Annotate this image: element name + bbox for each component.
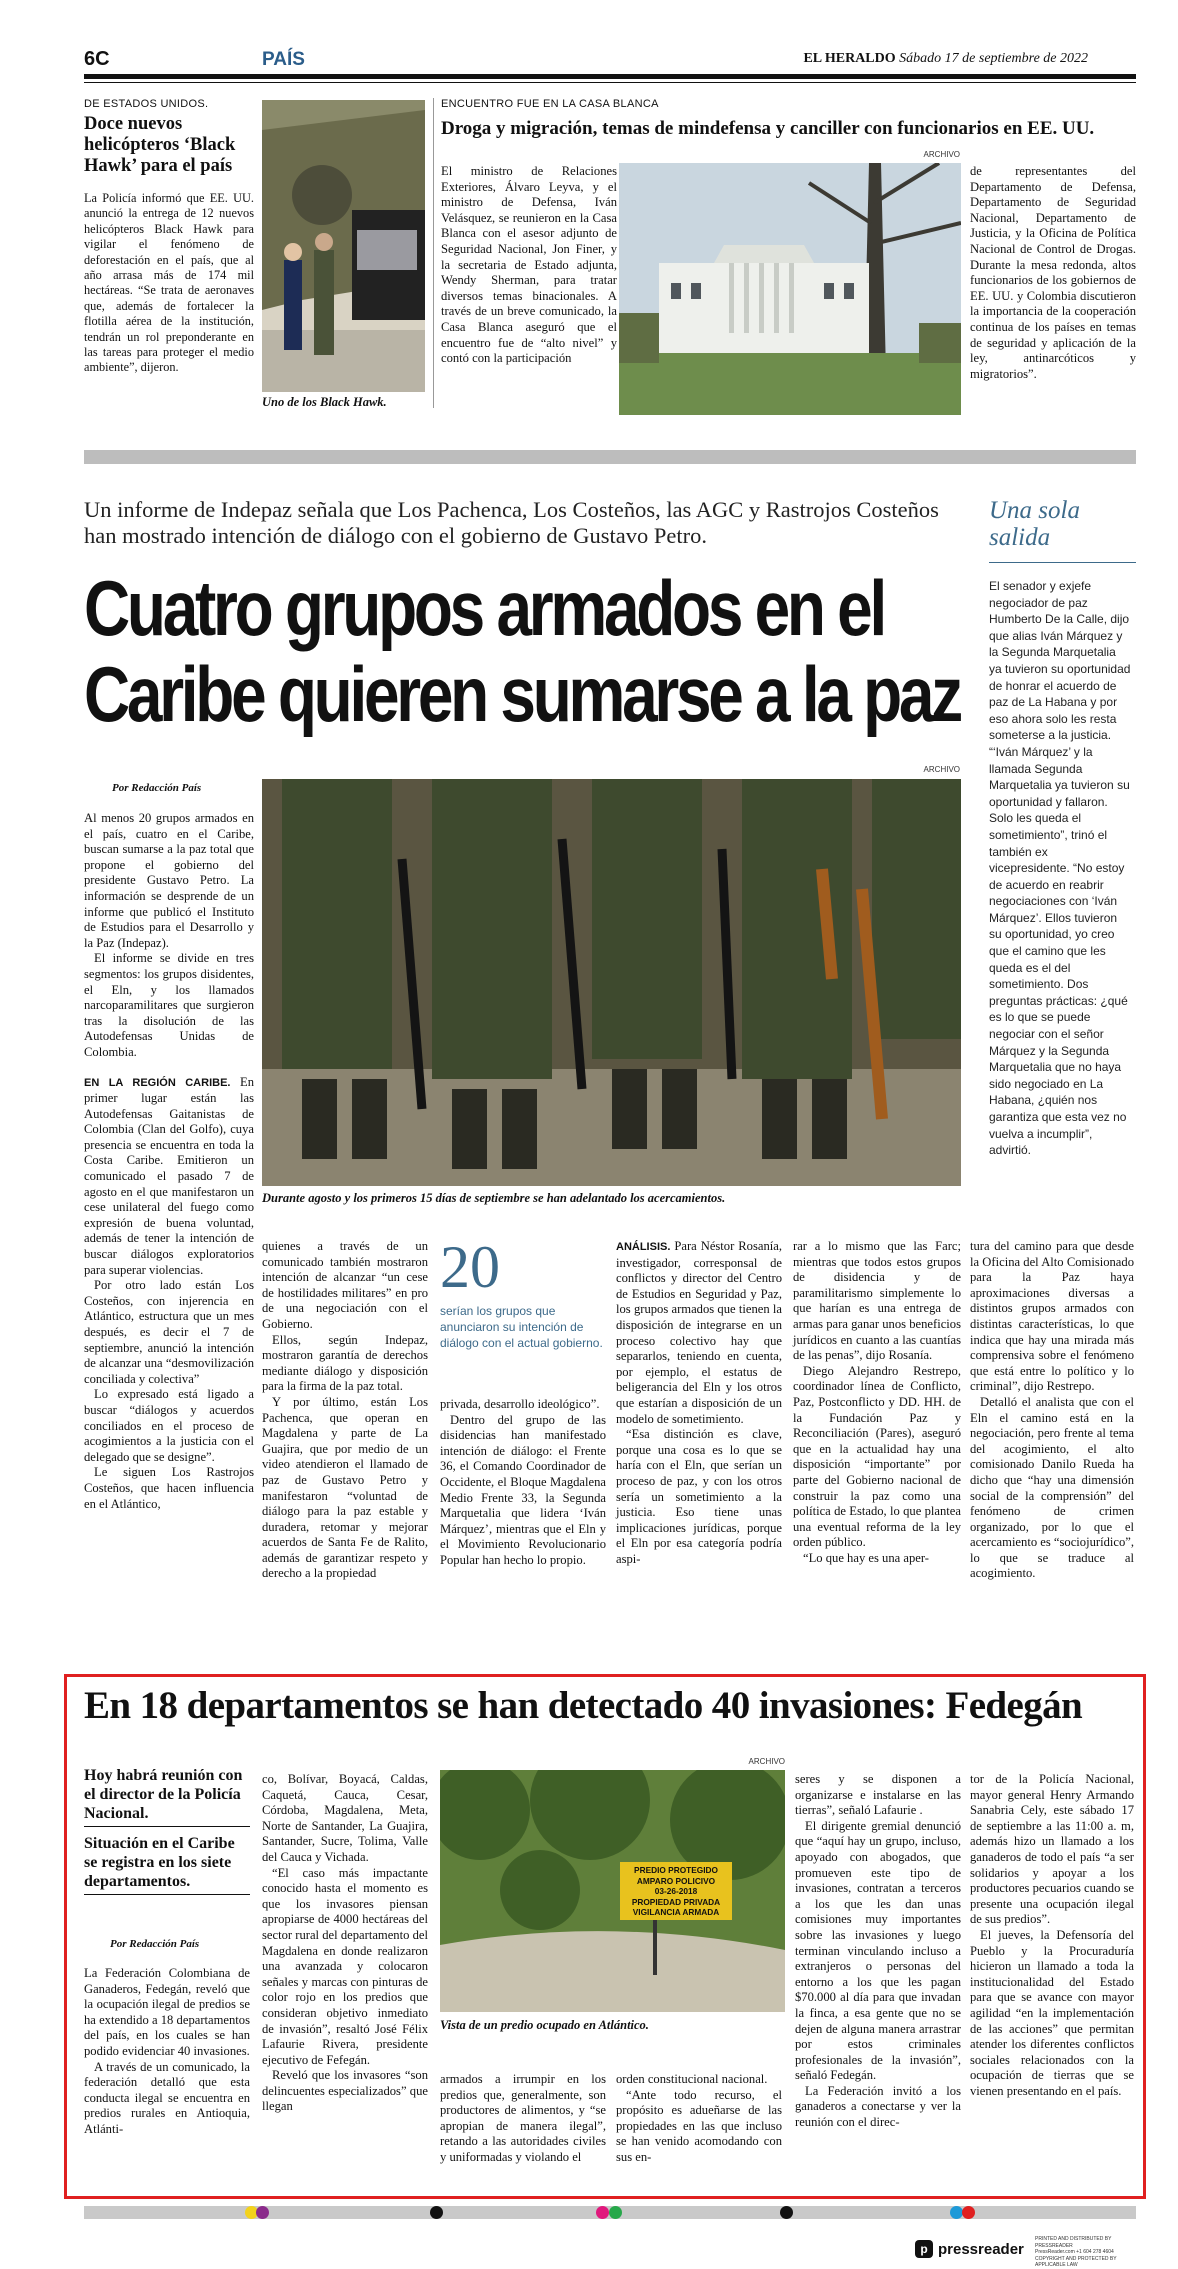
stat-text: serían los grupos que anunciaron su intención de diálogo con el actual gobierno.	[440, 1304, 603, 1350]
armed-group-photo	[262, 779, 961, 1186]
headline-line-1: Cuatro grupos armados en el	[84, 564, 884, 652]
bottom-col1	[84, 1966, 250, 2138]
main-photo-credit: ARCHIVO	[923, 765, 960, 774]
white-house-photo	[619, 163, 961, 415]
sidebar-body: El senador y exjefe negociador de paz Humberto De la Calle, dijo que alias Iván Márquez y la Segunda Marquetalia ya tuvieron su oportunidad de honrar el acuerdo de paz de La Habana y por eso ahora solo les resta someterse a la justicia. “‘Iván Márquez’ y la llamada Segunda Marquetalia ya tuvieron su oportunidad y fallaron. Solo les queda el sometimiento”, trinó el también ex vicepresidente. “No estoy de acuerdo en reabrir negociaciones con ‘Iván Márquez’. Ellos tuvieron su oportunidad, yo creo que el camino que les queda es el del sometimiento. Dos preguntas prácticas: ¿qué es lo que se puede negociar con el señor Márquez y la Segunda Marquetalia que no haya sido negociado en La Habana, ¿quién nos garantiza que esta vez no vuelva a incumplir”, advirtió.	[989, 579, 1131, 1158]
main-paragraph: Y por último, están Los Pachenca, que operan en Magdalena y parte de La Guajira, que por medio de un video atendieron el llamado de paz de Gustavo Petro y manifestaron “voluntad de diálogo para la paz estable y duradera, retomar y mejorar acuerdos de Santa Fe de Ralito, además de garantizar respeto y derecho a la propiedad	[262, 1394, 428, 1581]
brief-helicopters	[84, 98, 254, 376]
headline-line-2: Caribe quieren sumarse a la paz	[84, 650, 960, 738]
story-col1: El ministro de Relaciones Exteriores, Álvaro Leyva, y el ministro de Defensa, Iván Velásquez, se reunieron en la Casa Blanca con el asesor adjunto de Seguridad Nacional, Jon Finer, y la secretaria de Estado adjunta, Wendy Sherman, para tratar diversos temas binacionales. A través de un breve comunicado, la Casa Blanca aseguró que el encuentro fue de “alto nivel” y contó con la participación	[441, 164, 617, 366]
main-paragraph: quienes a través de un comunicado también mostraron intención de alcanzar “un cese de hostilidades militares” en pro de una negociación con el Gobierno.	[262, 1239, 428, 1331]
bottom-paragraph: armados a irrumpir en los predios que, generalmente, son productores de alimentos, y “se apropian de manera ilegal”, retando a las autoridades civiles y uniformadas y violando el	[440, 2072, 606, 2164]
main-paragraph	[84, 1075, 254, 1279]
main-col3	[440, 1397, 606, 1569]
main-col1	[84, 811, 254, 1512]
helicopter-caption: Uno de los Black Hawk.	[262, 395, 387, 409]
main-paragraph: Diego Alejandro Restrepo, coordinador línea de Conflicto, Paz, Postconflicto y DD. HH. de la Fundación Paz y Reconciliación (Pares), aseguró que en la actualidad hay una disposición “importante” por parte del Gobierno nacional de construir la paz como una política de Estado, lo que plantea una eventual reforma de la ley orden público.	[793, 1363, 961, 1550]
bottom-col6	[970, 1772, 1134, 2099]
header-rule	[84, 74, 1136, 79]
brief-body: La Policía informó que EE. UU. anunció la entrega de 12 nuevos helicópteros Black Hawk para vigilar el fenómeno de deforestación en el país, que al año arrasa más de 174 mil hectáreas. “Se trata de aeronaves que, además de fortalecer la flotilla aérea de la institución, tendrán un rol preponderante en las tareas para proteger el medio ambiente”, dijeron.	[84, 191, 254, 375]
header-rule-thin	[84, 82, 1136, 83]
main-text: Para Néstor Rosanía, investigador, corresponsal de conflictos y director del Centro de Estudios en Seguridad y Paz, los grupos armados que tienen la disposición de integrarse en un proceso colectivo hay que separarlos, teniendo en cuenta, por ejemplo, el estatus de beligerancia del Eln y los otros que estarían a disposición de un modelo de sometimiento.	[616, 1239, 782, 1426]
pressreader-notice: PRINTED AND DISTRIBUTED BY PRESSREADER PressReader.com +1 604 278 4604 COPYRIGHT AND PROTECTED BY APPLICABLE LAW	[1035, 2236, 1117, 2268]
main-paragraph: Lo expresado está ligado a buscar “diálogos y acuerdos conciliados en el proceso de acogimientos a la justicia con el delegado que se designe”.	[84, 1387, 254, 1464]
sign-line: VIGILANCIA ARMADA	[632, 1907, 720, 1917]
bottom-paragraph: El dirigente gremial denunció que “aquí hay un grupo, incluso, apoyado con abogados, que promueven este tipo de invasiones, contratan a terceros a los que les dan unas comisiones muy importantes sobre las invasiones y luego terminan vinculando incluso a extranjeros o personas del entorno a los que les pagan $70.000 al día para que invadan la finca, a esa gente que no se dejen de alguna manera arrastrar por estos criminales profesionales de la invasión”, señaló Fedegán.	[795, 1818, 961, 2083]
main-paragraph: Al menos 20 grupos armados en el país, cuatro en el Caribe, buscan sumarse a la paz total que propone el gobierno del presidente Gustavo Petro. La información se desprende de un informe que publicó el Instituto de Estudios para el Desarrollo y la Paz (Indepaz).	[84, 811, 254, 950]
main-paragraph: Dentro del grupo de las disidencias han manifestado intención de diálogo: el Frente 36, el Comando Coordinador de Occidente, el Bloque Magdalena Medio Frente 33, la Segunda Marquetalia que lidera ‘Iván Márquez’, mientras que el Eln y el Movimiento Revolucionario Popular han hecho lo propio.	[440, 1412, 606, 1567]
sidebar-rule	[989, 562, 1136, 563]
registration-dot	[430, 2206, 443, 2219]
sidebar-title: Una sola salida	[989, 497, 1080, 551]
bottom-paragraph: Reveló que los invasores “son delincuentes especializados” que llegan	[262, 2068, 428, 2114]
story-kicker: ENCUENTRO FUE EN LA CASA BLANCA	[441, 98, 659, 110]
main-paragraph: Detalló el analista que con el Eln el camino está en la negociación, pero frente al tema del acogimiento, el alto comisionado Danilo Rueda ha dicho que “hay una dimensión social de la comprensión” del fenómeno de crimen organizado, por lo que el acercamiento es “sociojurídico”, lo que se traduce al acogimiento.	[970, 1394, 1134, 1581]
bottom-col5	[795, 1772, 961, 2131]
main-photo-caption: Durante agosto y los primeros 15 días de septiembre se han adelantado los acercamientos.	[262, 1191, 726, 1205]
occupied-land-photo	[440, 1770, 785, 2012]
bottom-headline: En 18 departamentos se han detectado 40 invasiones: Fedegán	[84, 1684, 1083, 1727]
bottom-point-2: Situación en el Caribe se registra en los siete departamentos.	[84, 1835, 235, 1890]
main-paragraph: rar a lo mismo que las Farc; mientras que todos estos grupos de disidencia y de paramilitarismo simplemente lo que harían es una entrega de armas para ganar unos beneficios jurídicos en cuanto a las cuantías de las penas”, dijo Rosanía.	[793, 1239, 961, 1363]
sign-text	[620, 1865, 732, 1918]
sign-line: AMPARO POLICIVO	[636, 1875, 716, 1886]
photo-credit: ARCHIVO	[923, 150, 960, 159]
bottom-byline: Por Redacción País	[110, 1938, 200, 1950]
main-text: En primer lugar están las Autodefensas Gaitanistas de Colombia (Clan del Golfo), cuya presencia se encuentra en toda la Costa Caribe. Emitieron un comunicado el pasado 7 de agosto en el que manifestaron un cese unilateral del fuego como expresión de buena voluntad, además de tener la intención de buscar diálogos exploratorios para superar violencias.	[84, 1074, 254, 1277]
main-paragraph: tura del camino para que desde la Oficina del Alto Comisionado para la Paz haya aproximaciones diversas a distintos grupos armados con distintas características, lo que indica que hay una mirada más comprensiva sobre el fenómeno que está entre lo político y lo criminal”, dijo Restrepo.	[970, 1239, 1134, 1394]
main-paragraph: “Esa distinción es clave, porque una cosa es lo que se haría con el Eln, que serían un proceso de paz, y con los otros sería un sometimiento a la justicia. Eso tiene unas implicaciones jurídicas, porque el Eln por esa categoría podría aspi-	[616, 1427, 782, 1566]
main-col6	[970, 1239, 1134, 1582]
sign-line: 03-26-2018	[654, 1886, 698, 1896]
bottom-col2	[262, 1772, 428, 2115]
bottom-paragraph: seres y se disponen a organizarse e instalarse en las tierras”, señaló Lafaurie .	[795, 1772, 961, 1818]
brief-kicker: DE ESTADOS UNIDOS.	[84, 98, 209, 110]
pressreader-icon: p	[915, 2240, 933, 2258]
bottom-point-rule	[84, 1826, 250, 1827]
bottom-point-1: Hoy habrá reunión con el director de la Policía Nacional.	[84, 1767, 243, 1822]
brief-title: Doce nuevos helicópteros ‘Black Hawk’ para el país	[84, 114, 236, 176]
main-paragraph: “Lo que hay es una aper-	[803, 1550, 929, 1565]
bottom-paragraph: “Ante todo recurso, el propósito es adueñarse de las propiedades en las que incluso se han venido acomodando con sus en-	[616, 2087, 782, 2164]
main-paragraph: privada, desarrollo ideológico”.	[440, 1397, 600, 1411]
main-byline: Por Redacción País	[112, 782, 202, 794]
helicopter-photo	[262, 100, 425, 392]
bottom-paragraph: co, Bolívar, Boyacá, Caldas, Caquetá, Cauca, Cesar, Córdoba, Magdalena, Meta, Norte de Santander, La Guajira, Santander, Sucre, Tolima, Valle del Cauca y Vichada.	[262, 1772, 428, 1864]
main-paragraph: Le siguen Los Rastrojos Costeños, que hacen influencia en el Atlántico,	[84, 1465, 254, 1511]
bottom-point-rule-2	[84, 1894, 250, 1895]
bottom-photo-credit: ARCHIVO	[748, 1757, 785, 1766]
registration-dot	[780, 2206, 793, 2219]
subhead-analysis: ANÁLISIS.	[616, 1241, 671, 1253]
stat-number: 20	[440, 1234, 500, 1300]
page-number: 6C	[84, 48, 110, 70]
subhead-region: EN LA REGIÓN CARIBE.	[84, 1076, 231, 1089]
pressreader-brand: pressreader	[938, 2240, 1024, 2258]
masthead	[803, 51, 1088, 67]
story-title: Droga y migración, temas de mindefensa y canciller con funcionarios en EE. UU.	[441, 118, 1095, 139]
bottom-paragraph: El jueves, la Defensoría del Pueblo y la Procuraduría hicieron un llamado a toda la institucionalidad del Estado para que se avance con mayor agilidad “en la implementación de las acciones” que permitan atender los diferentes conflictos sociales relacionados con la ocupación de tierras que se vienen presentando en el país.	[970, 1927, 1134, 2098]
sign-line: PREDIO PROTEGIDO	[634, 1865, 718, 1875]
main-col2	[262, 1239, 428, 1582]
main-col5	[793, 1239, 961, 1566]
main-dek: Un informe de Indepaz señala que Los Pachenca, Los Costeños, las AGC y Rastrojos Costeños han mostrado intención de diálogo con el gobierno de Gustavo Petro.	[84, 497, 939, 548]
bottom-paragraph: La Federación Colombiana de Ganaderos, Fedegán, reveló que la ocupación ilegal de predios se ha extendido a 18 departamentos del país, en los cuales se han podido evidenciar 40 invasiones.	[84, 1966, 250, 2058]
bottom-paragraph: A través de un comunicado, la federación detalló que esta conducta ilegal se encuentra en predios rurales en Antioquia, Atlánti-	[84, 2059, 250, 2136]
main-headline	[84, 564, 960, 738]
bottom-paragraph: tor de la Policía Nacional, mayor general Henry Armando Sanabria Cely, este sábado 17 de septiembre a las 11:00 a. m, además hizo un llamado a los ganaderos de todo el país “a ser solidarios y apoyar a los productores pecuarios cuando se presente una ocupación ilegal de sus predios”.	[970, 1772, 1135, 1927]
main-paragraph: Ellos, según Indepaz, mostraron garantía de derechos mediante diálogo y disposición para la firma de la paz total.	[262, 1332, 428, 1394]
registration-dot	[962, 2206, 975, 2219]
registration-dot	[596, 2206, 609, 2219]
main-paragraph	[616, 1239, 782, 1427]
main-paragraph: El informe se divide en tres segmentos: los grupos disidentes, el Eln, y los llamados narcoparamilitares que surgieron tras la disolución de las Autodefensas Unidas de Colombia.	[84, 951, 254, 1059]
bottom-paragraph: orden constitucional nacional.	[616, 2072, 768, 2086]
paper-name: EL HERALDO	[803, 51, 896, 66]
column-divider	[433, 98, 434, 408]
section-divider-band	[84, 450, 1136, 464]
bottom-paragraph: La Federación invitó a los ganaderos a conectarse y ver la reunión con el direc-	[795, 2083, 961, 2130]
bottom-col3	[440, 2072, 606, 2166]
story-col2: de representantes del Departamento de Defensa, Departamento de Seguridad Nacional, Departamento de Justicia, y la Oficina de Política Nacional de Control de Drogas. Durante la mesa redonda, altos funcionarios de los gobiernos de EE. UU. y Colombia discutieron la importancia de la cooperación continua de los países en temas de seguridad y aplicación de la ley, antinarcóticos y migratorios”.	[970, 164, 1136, 381]
bottom-col4	[616, 2072, 782, 2166]
section-label: PAÍS	[262, 49, 305, 70]
main-paragraph: Por otro lado están Los Costeños, con injerencia en Atlántico, estructura que un mes después, es decir el 7 de septiembre, anunció la intención de alcanzar una “desmovilización conciliada y colectiva”	[84, 1278, 254, 1386]
bottom-paragraph: “El caso más impactante conocido hasta el momento es que los invasores piensan apropiarse de 4000 hectáreas del sector rural del departamento del Magdalena en donde realizaron una avanzada y colocaron señales y marcas con pinturas de color rojo en los predios que consideran objetivo inmediato de invasión”, resaltó José Félix Lafaurie Rivera, presidente ejecutivo de Fefegán.	[262, 1865, 428, 2067]
bottom-photo-caption: Vista de un predio ocupado en Atlántico.	[440, 2018, 649, 2032]
registration-dot	[256, 2206, 269, 2219]
sign-line: PROPIEDAD PRIVADA	[631, 1896, 721, 1907]
main-col4	[616, 1239, 782, 1567]
registration-dot	[609, 2206, 622, 2219]
page-date: Sábado 17 de septiembre de 2022	[899, 51, 1088, 66]
pressreader-logo	[915, 2240, 1024, 2258]
